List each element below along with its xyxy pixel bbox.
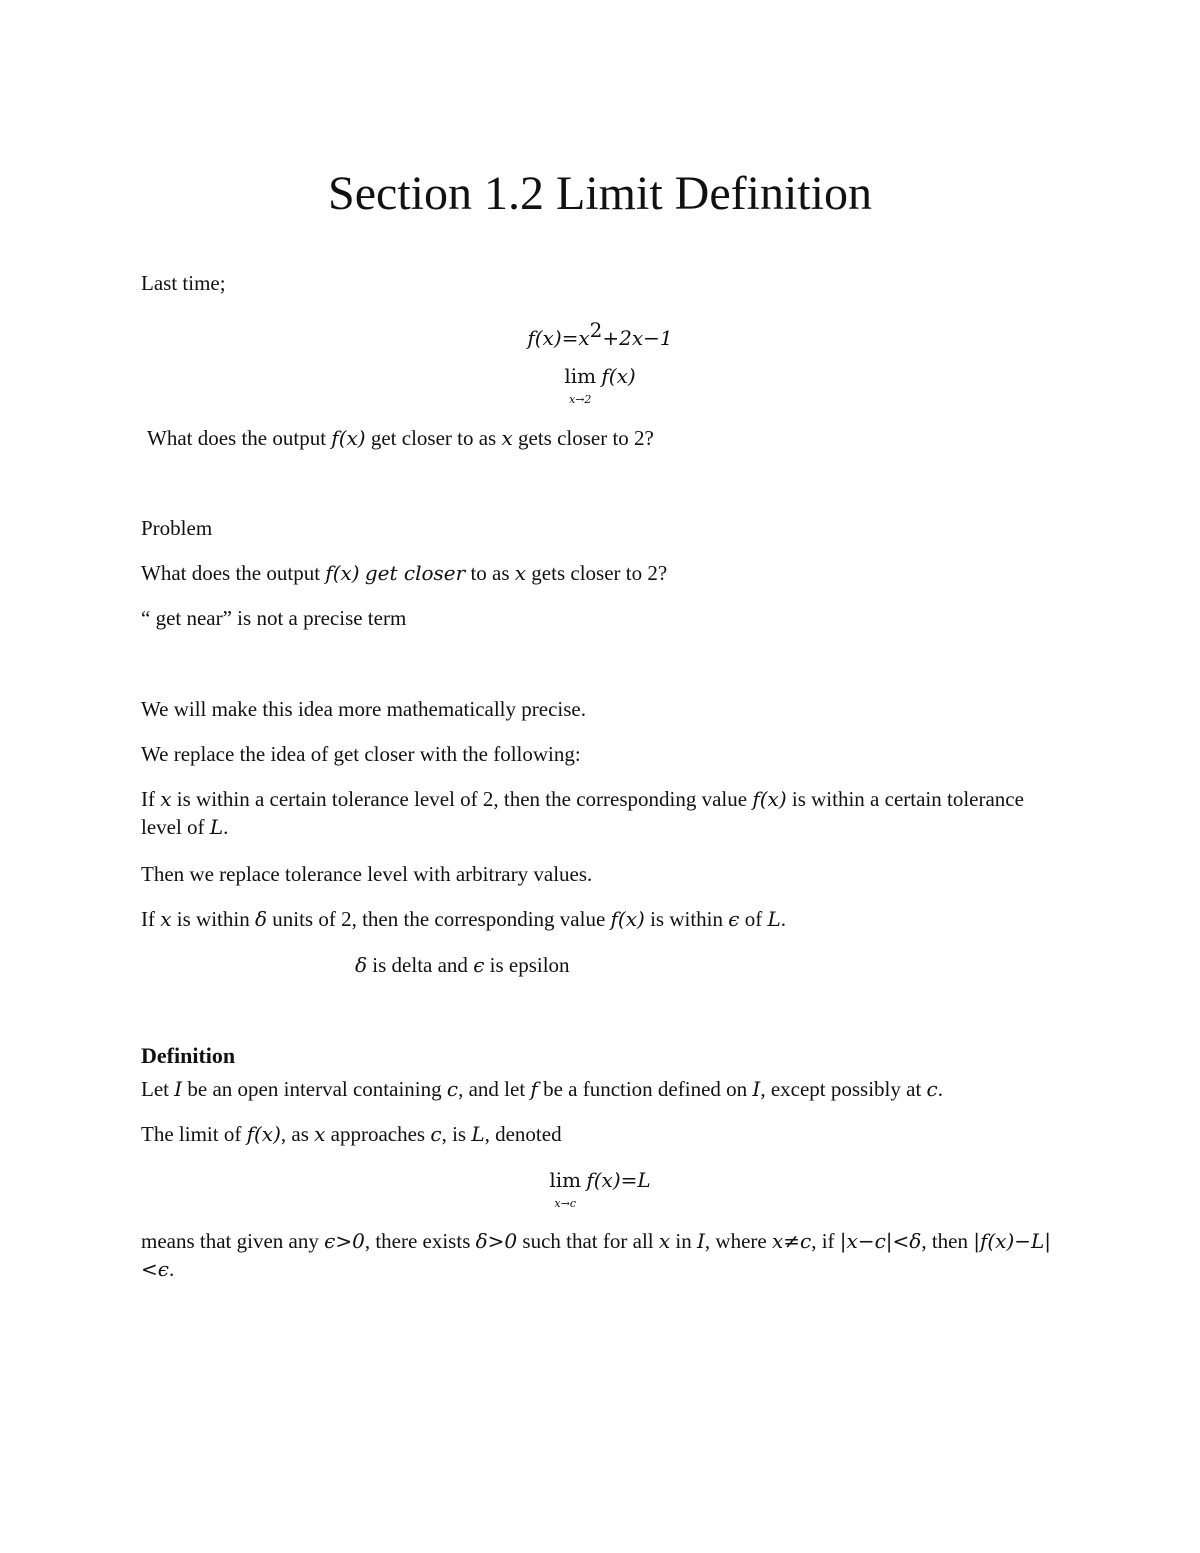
math-x-not-c: x≠c	[771, 1229, 812, 1253]
math-f: f	[530, 1077, 538, 1101]
definition-heading: Definition	[141, 1043, 236, 1068]
text-part: , denoted	[484, 1122, 562, 1146]
math-fx: f(x)	[246, 1122, 281, 1146]
math-I: I	[752, 1077, 761, 1101]
limit-expression-2	[0, 1166, 1200, 1210]
get-near-text: “ get near” is not a precise term	[141, 606, 407, 630]
formula-exponent: 2	[589, 318, 603, 342]
lim-text: lim	[564, 364, 597, 388]
math-delta: δ	[254, 907, 268, 931]
math-I: I	[697, 1229, 705, 1253]
text-part: .	[780, 907, 786, 931]
formula-lhs: f(x)=x	[527, 326, 590, 350]
question-part: What does the output	[141, 561, 326, 585]
text-part: , if	[811, 1229, 840, 1253]
question-part: What does the output	[147, 426, 332, 450]
math-abs-x-minus-c: |x−c|<δ	[839, 1229, 922, 1253]
math-L: L	[767, 907, 781, 931]
tolerance-text	[141, 785, 1061, 841]
get-closer-emphasis: get closer	[364, 561, 466, 585]
question-part: gets closer to 2?	[512, 426, 654, 450]
math-epsilon-positive: ϵ>0	[324, 1229, 365, 1253]
question-text	[147, 424, 1067, 452]
text-part: .	[168, 1257, 175, 1281]
problem-label: Problem	[141, 516, 213, 540]
text-part: , is	[441, 1122, 472, 1146]
text-part: be an open interval containing	[182, 1077, 447, 1101]
text-part: is within	[171, 907, 255, 931]
text-part: approaches	[325, 1122, 431, 1146]
text-part: is within	[644, 907, 729, 931]
math-delta: δ	[355, 953, 368, 977]
math-epsilon: ϵ	[473, 953, 485, 977]
text-part: , there exists	[364, 1229, 476, 1253]
text-part: , then	[921, 1229, 974, 1253]
math-abs-fx-minus-L: |f(x)−L|<ϵ	[141, 1229, 1052, 1281]
math-L: L	[471, 1122, 485, 1146]
formula-rhs: +2x−1	[602, 326, 673, 350]
page-title: Section 1.2 Limit Definition	[328, 167, 872, 220]
replace-text: We replace the idea of get closer with the following:	[141, 742, 581, 766]
text-part: means that given any	[141, 1229, 325, 1253]
text-part: of	[739, 907, 768, 931]
text-part: is delta and	[367, 953, 474, 977]
text-part: , where	[704, 1229, 772, 1253]
math-x: x	[501, 426, 513, 450]
text-part: is within a certain tolerance level of 2, then the corresponding value	[171, 787, 753, 811]
math-x: x	[160, 907, 172, 931]
text-part: is epsilon	[484, 953, 570, 977]
text-part: , as	[280, 1122, 315, 1146]
text-part: be a function defined on	[537, 1077, 753, 1101]
text-part: units of 2, then the corresponding value	[267, 907, 611, 931]
math-fx: f(x)	[752, 787, 787, 811]
limit-operator	[564, 362, 597, 406]
text-part: such that for all	[517, 1229, 659, 1253]
math-c: c	[926, 1077, 938, 1101]
math-c: c	[430, 1122, 442, 1146]
math-epsilon: ϵ	[728, 907, 740, 931]
math-x: x	[658, 1229, 671, 1253]
text-part: .	[223, 815, 229, 839]
precise-text: We will make this idea more mathematically precise.	[141, 697, 586, 721]
text-part: , except possibly at	[760, 1077, 927, 1101]
math-I: I	[174, 1077, 183, 1101]
math-delta-positive: δ>0	[475, 1229, 518, 1253]
math-fx: f(x)	[610, 907, 645, 931]
definition-line-1	[141, 1075, 1061, 1103]
last-time-text: Last time;	[141, 271, 226, 295]
limit-expression-1	[0, 362, 1200, 406]
limit-operator	[549, 1166, 582, 1210]
math-L: L	[209, 815, 224, 839]
delta-epsilon-text	[141, 905, 1061, 933]
lim-subscript: x→2	[569, 393, 592, 406]
lim-subscript: x→c	[554, 1197, 576, 1210]
math-c: c	[446, 1077, 459, 1101]
text-part: , and let	[458, 1077, 531, 1101]
definition-line-3	[141, 1227, 1061, 1283]
question-text-2	[141, 559, 1061, 587]
text-part: If	[141, 787, 161, 811]
text-part: is within a certain tolerance level of	[141, 787, 1024, 839]
text-part: .	[937, 1077, 943, 1101]
math-x: x	[514, 561, 527, 585]
question-part: to as	[465, 561, 515, 585]
question-part: gets closer to 2?	[526, 561, 668, 585]
math-fx: f(x)	[325, 561, 360, 585]
question-part: get closer to as	[365, 426, 502, 450]
lim-text: lim	[549, 1168, 582, 1192]
math-x: x	[314, 1122, 326, 1146]
greek-names-text	[355, 951, 1200, 979]
function-formula	[0, 316, 1200, 352]
arbitrary-text: Then we replace tolerance level with arbitrary values.	[141, 862, 593, 886]
limit-expr: f(x)	[601, 364, 636, 388]
text-part: in	[670, 1229, 697, 1253]
limit-expr: f(x)=L	[586, 1168, 651, 1192]
definition-line-2	[141, 1120, 1061, 1148]
text-part: Let	[141, 1077, 175, 1101]
text-part: If	[141, 907, 161, 931]
math-fx: f(x)	[331, 426, 366, 450]
text-part: The limit of	[141, 1122, 247, 1146]
math-x: x	[160, 787, 172, 811]
